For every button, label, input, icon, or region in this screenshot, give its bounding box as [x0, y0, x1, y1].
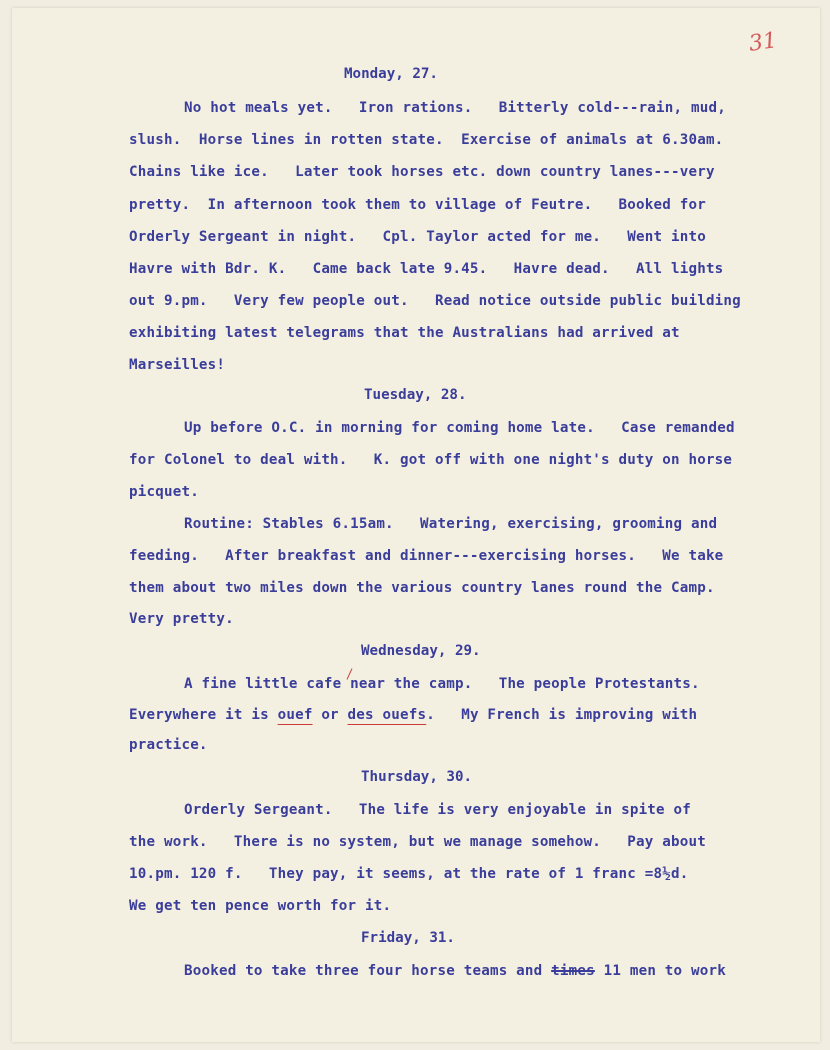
text-line: Up before O.C. in morning for coming home late. Case remanded	[184, 420, 735, 436]
text-line: practice.	[129, 737, 208, 753]
day-heading-tuesday: Tuesday, 28.	[364, 387, 467, 403]
text-segment: 11 men to work	[594, 963, 726, 979]
text-line: Orderly Sergeant. The life is very enjoyable in spite of	[184, 802, 692, 818]
text-line: Marseilles!	[129, 357, 226, 373]
text-line: Routine: Stables 6.15am. Watering, exercising, grooming and	[184, 516, 718, 532]
underlined-word: des ouefs	[347, 707, 427, 723]
text-line: Chains like ice. Later took horses etc. down country lanes---very	[129, 164, 715, 180]
text-segment: Booked to take three four horse teams and	[184, 963, 552, 979]
text-line: feeding. After breakfast and dinner---exercising horses. We take	[129, 548, 724, 564]
text-line: picquet.	[129, 484, 199, 500]
text-segment: Everywhere it is	[129, 707, 278, 723]
text-line: for Colonel to deal with. K. got off with one night's duty on horse	[129, 452, 733, 468]
struck-word: times	[551, 963, 595, 979]
text-line: Very pretty.	[129, 611, 234, 627]
text-line	[129, 707, 697, 723]
text-segment: or	[312, 707, 348, 723]
underlined-word: ouef	[277, 707, 313, 723]
text-line: slush. Horse lines in rotten state. Exercise of animals at 6.30am.	[129, 132, 724, 148]
day-heading-wednesday: Wednesday, 29.	[361, 643, 481, 659]
text-line: We get ten pence worth for it.	[129, 898, 392, 914]
day-heading-monday: Monday, 27.	[344, 66, 438, 82]
text-line: A fine little cafe near the camp. The people Protestants.	[184, 676, 700, 692]
text-line	[184, 963, 726, 979]
page-number: 31	[747, 28, 779, 57]
text-line: exhibiting latest telegrams that the Australians had arrived at	[129, 325, 680, 341]
day-heading-thursday: Thursday, 30.	[361, 769, 473, 785]
text-line: pretty. In afternoon took them to village of Feutre. Booked for	[129, 197, 706, 213]
text-line: Orderly Sergeant in night. Cpl. Taylor acted for me. Went into	[129, 229, 706, 245]
text-line: out 9.pm. Very few people out. Read notice outside public building	[129, 293, 741, 309]
text-line: No hot meals yet. Iron rations. Bitterly cold---rain, mud,	[184, 100, 726, 116]
text-line: the work. There is no system, but we manage somehow. Pay about	[129, 834, 706, 850]
text-line: them about two miles down the various country lanes round the Camp.	[129, 580, 715, 596]
text-line: 10.pm. 120 f. They pay, it seems, at the rate of 1 franc =8½d.	[129, 866, 689, 882]
day-heading-friday: Friday, 31.	[361, 930, 455, 946]
text-segment: . My French is improving with	[426, 707, 698, 723]
text-line: Havre with Bdr. K. Came back late 9.45. Havre dead. All lights	[129, 261, 724, 277]
